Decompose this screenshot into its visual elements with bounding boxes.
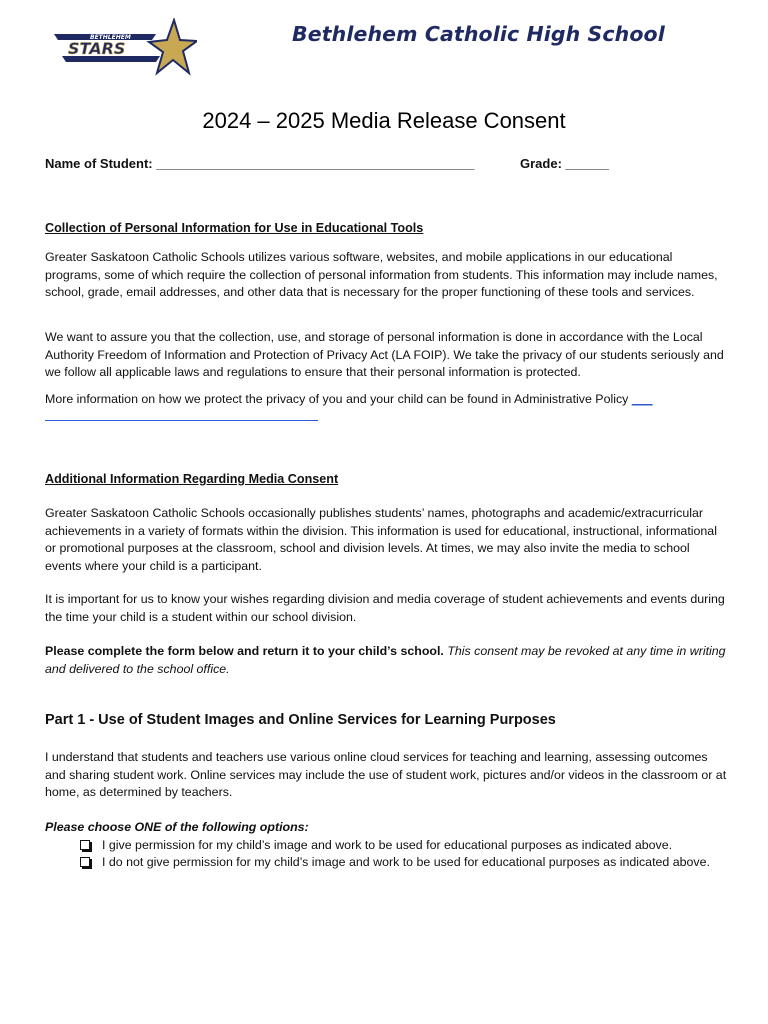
choose-instruction: Please choose ONE of the following options:	[45, 820, 309, 834]
paragraph-media-publish: Greater Saskatoon Catholic Schools occasionally publishes students’ names, photographs and academic/extracurricular achievements in a variety of formats within the division. This information is used for educational, instructional, informational or promotional purposes at the classroom, school and division levels. At times, we may also invite the media to school events where your child is a participant.	[45, 506, 717, 573]
paragraph-instructions	[45, 643, 727, 678]
option-label: I do not give permission for my child’s image and work to be used for educational purposes as indicated above.	[102, 855, 710, 869]
part1-heading: Part 1 - Use of Student Images and Online Services for Learning Purposes	[45, 712, 556, 728]
paragraph-online-services: I understand that students and teachers use various online cloud services for teaching and learning, assessing outcomes and sharing student work. Online services may include the use of student work, pictures and/or videos in the classroom or at home, as determined by teachers.	[45, 750, 727, 799]
page-title: 2024 – 2025 Media Release Consent	[202, 108, 566, 133]
school-name: Bethlehem Catholic High School	[292, 22, 665, 46]
admin-policy-link[interactable]: ___	[631, 392, 653, 406]
paragraph-privacy-act: We want to assure you that the collection, use, and storage of personal information is done in accordance with the Local Authority Freedom of Information and Protection of Privacy Act (LA FOIP). We take the privacy of our students seriously and we follow all applicable laws and regulations to ensure that their personal information is protected.	[45, 330, 724, 379]
checkbox-icon[interactable]	[80, 857, 90, 867]
paragraph-admin-policy	[45, 391, 727, 409]
admin-policy-text: More information on how we protect the privacy of you and your child can be found in Administrative Policy	[45, 392, 629, 406]
page-header	[0, 0, 768, 80]
option-label: I give permission for my child’s image and work to be used for educational purposes as indicated above.	[102, 838, 673, 852]
student-name-field[interactable]	[45, 156, 474, 171]
student-name-label: Name of Student:	[45, 156, 153, 171]
instruction-italic: This consent may be revoked at any time in writing and delivered to the school office.	[45, 644, 726, 676]
section-heading-media-consent: Additional Information Regarding Media Consent	[45, 472, 339, 486]
grade-field[interactable]	[520, 156, 609, 171]
checkbox-icon[interactable]	[80, 840, 90, 850]
svg-text:STARS: STARS	[68, 39, 126, 58]
stars-logo	[52, 18, 197, 76]
svg-text:BETHLEHEM: BETHLEHEM	[90, 34, 131, 41]
student-name-blank[interactable]: ____________________________________________	[156, 156, 475, 171]
paragraph-wishes: It is important for us to know your wishes regarding division and media coverage of student achievements and events during the time your child is a student within our school division.	[45, 592, 725, 624]
section-heading-personal-info: Collection of Personal Information for Use in Educational Tools	[45, 221, 424, 235]
paragraph-personal-info: Greater Saskatoon Catholic Schools utilizes various software, websites, and mobile applications in our educational programs, some of which require the collection of personal information from students. This information may include names, school, grade, email addresses, and other data that is necessary for the proper functioning of these tools and services.	[45, 250, 718, 299]
star-icon	[149, 20, 197, 73]
grade-label: Grade:	[520, 156, 562, 171]
instruction-bold: Please complete the form below and return it to your child’s school.	[45, 644, 444, 658]
admin-policy-link-line[interactable]	[45, 420, 318, 421]
grade-blank[interactable]: ______	[565, 156, 609, 171]
